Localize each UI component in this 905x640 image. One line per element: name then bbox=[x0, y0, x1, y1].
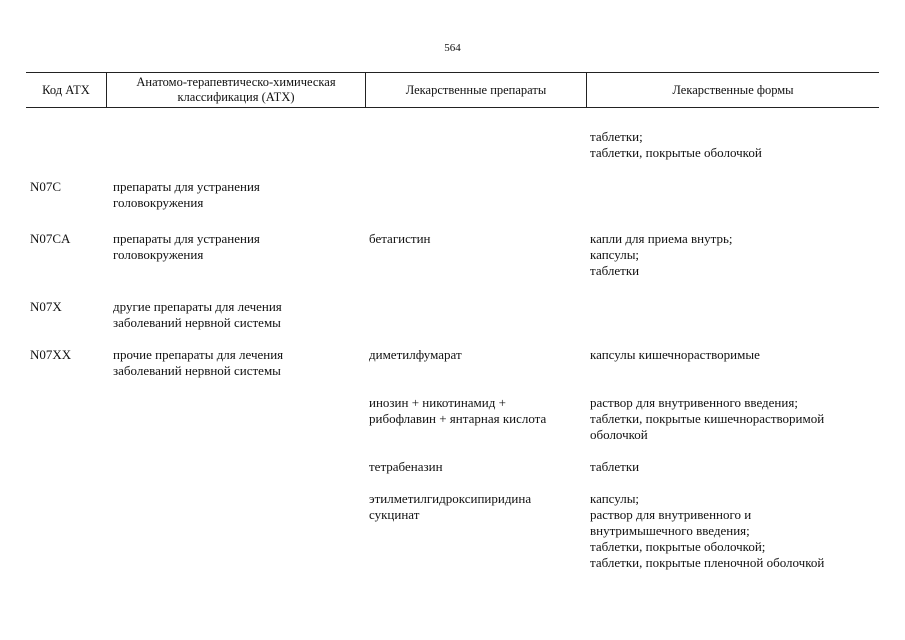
row-2-drug: бетагистин bbox=[369, 231, 431, 246]
header-drugs: Лекарственные препараты bbox=[405, 82, 547, 97]
row-2-forms: капли для приема внутрь; капсулы; таблетки bbox=[590, 231, 733, 278]
row-6-drug: тетрабеназин bbox=[369, 459, 443, 474]
table-header bbox=[26, 72, 879, 108]
row-1-classification: препараты для устранения головокружения bbox=[113, 179, 260, 210]
row-3-classification: другие препараты для лечения заболеваний нервной системы bbox=[113, 299, 282, 330]
row-5-forms: раствор для внутривенного введения; таблетки, покрытые кишечнорастворимой оболочкой bbox=[590, 395, 825, 442]
row-2-code: N07CA bbox=[30, 231, 71, 246]
row-2-classification: препараты для устранения головокружения bbox=[113, 231, 260, 262]
header-code: Код АТХ bbox=[42, 82, 90, 97]
header-forms: Лекарственные формы bbox=[672, 82, 794, 97]
row-6-forms: таблетки bbox=[590, 459, 640, 474]
row-4-classification: прочие препараты для лечения заболеваний нервной системы bbox=[113, 347, 284, 378]
row-5-drug: инозин + никотинамид + рибофлавин + янтарная кислота bbox=[369, 395, 547, 426]
row-7-forms: капсулы; раствор для внутривенного и внутримышечного введения; таблетки, покрытые оболочкой; таблетки, покрытые пленочной оболочкой bbox=[590, 491, 825, 570]
row-0-forms: таблетки; таблетки, покрытые оболочкой bbox=[590, 129, 762, 160]
row-4-code: N07XX bbox=[30, 347, 72, 362]
row-4-forms: капсулы кишечнорастворимые bbox=[590, 347, 760, 362]
header-classification: Анатомо-терапевтическо-химическая классификация (АТХ) bbox=[136, 75, 336, 104]
page-number: 564 bbox=[444, 42, 461, 54]
atc-drug-table bbox=[26, 72, 879, 108]
row-4-drug: диметилфумарат bbox=[369, 347, 462, 362]
row-7-drug: этилметилгидроксипиридина сукцинат bbox=[369, 491, 532, 522]
row-3-code: N07X bbox=[30, 299, 62, 314]
row-1-code: N07C bbox=[30, 179, 62, 194]
